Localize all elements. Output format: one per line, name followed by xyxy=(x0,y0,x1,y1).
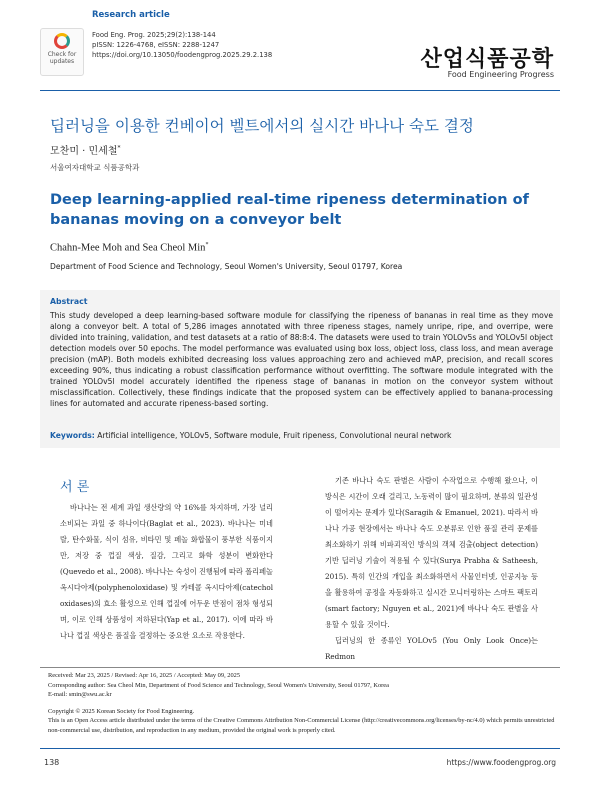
crossmark-icon xyxy=(54,33,70,49)
corresponding-mark: * xyxy=(117,144,121,152)
doi-link[interactable]: https://doi.org/10.13050/foodengprog.2025.29.2.138 xyxy=(92,51,273,59)
body-column-right xyxy=(325,473,538,665)
abstract-heading: Abstract xyxy=(50,297,88,306)
journal-name-en: Food Engineering Progress xyxy=(447,70,554,79)
affiliation-english: Department of Food Science and Technology, Seoul Women's University, Seoul 01797, Korea xyxy=(50,262,403,271)
header-divider xyxy=(40,90,560,91)
website-link[interactable]: https://www.foodengprog.org xyxy=(446,758,556,767)
paragraph: 바나나는 전 세계 과일 생산량의 약 16%를 차지하며, 가장 널리 소비되는 과일 중 하나이다(Baglat et al., 2023). 바나나는 미네랄, 탄수화물, 식이 섬유, 비타민 및 페놀 화합물이 풍부한 식품이지만, 저장 중 껍질 색상, 질감, 그리고 화학 성분이 변화한다(Quevedo et al., 2008). 바나나는 숙성이 진행됨에 따라 폴리페놀 옥시다아제(polyphenoloxidase) 및 카테콜 옥시다아제(catechol oxidases)의 효소 활성으로 인해 껍질에 어두운 반점이 점차 형성되며, 이로 인해 상품성이 저하된다(Yap et al., 2017). 이에 따라 바나나 껍질 색상은 품질을 결정하는 중요한 요소로 작용한다. xyxy=(60,503,273,640)
paragraph: 딥러닝의 한 종류인 YOLOv5 (You Only Look Once)는 Redmon xyxy=(325,636,538,661)
authors-english-names: Chahn-Mee Moh and Sea Cheol Min xyxy=(50,242,206,254)
article-meta xyxy=(92,10,272,60)
footnote-divider xyxy=(40,667,560,668)
received-dates: Received: Mar 23, 2025 / Revised: Apr 16, 2025 / Accepted: May 09, 2025 xyxy=(48,672,241,679)
citation: Food Eng. Prog. 2025;29(2):138-144 xyxy=(92,31,216,39)
section-heading-introduction: 서 론 xyxy=(60,480,90,495)
journal-logo-kr: 산업식품공학 xyxy=(420,47,554,72)
badge-label: Check for updates xyxy=(47,51,77,65)
corresponding-author: Corresponding author: Sea Cheol Min, Department of Food Science and Technology, Seoul Women's University, Seoul 01797, Korea xyxy=(48,681,389,689)
affiliation-korean: 서울여자대학교 식품공학과 xyxy=(50,163,140,172)
article-type: Research article xyxy=(92,10,170,20)
keywords xyxy=(50,431,555,440)
keywords-label: Keywords: xyxy=(50,431,95,440)
corresponding-mark: * xyxy=(205,242,209,248)
issn: pISSN: 1226-4768, eISSN: 2288-1247 xyxy=(92,41,220,49)
email[interactable]: E-mail: smin@swu.ac.kr xyxy=(48,691,112,698)
footer-divider xyxy=(40,748,560,749)
body-column-left xyxy=(60,500,273,644)
page-number: 138 xyxy=(44,758,60,767)
authors-english xyxy=(50,242,208,254)
keywords-list: Artificial intelligence, YOLOv5, Software module, Fruit ripeness, Convolutional neural network xyxy=(97,431,452,440)
copyright: Copyright © 2025 Korean Society for Food Engineering. xyxy=(48,707,195,715)
title-english: Deep learning-applied real-time ripeness determination of bananas moving on a conveyor belt xyxy=(50,192,529,228)
check-for-updates-badge[interactable] xyxy=(40,28,84,76)
authors-korean-names: 모찬미 · 민세철 xyxy=(50,146,118,157)
authors-korean xyxy=(50,142,121,157)
title-korean: 딥러닝을 이용한 컨베이어 벨트에서의 실시간 바나나 숙도 결정 xyxy=(50,117,474,135)
license: This is an Open Access article distributed under the terms of the Creative Commons Attribution Non-Commercial License (http://creativecommons.org/licenses/by-nc/4.0) which permits unrestricted non-commercial use, distribution, and reproduction in any medium, provided the original work is properly cited. xyxy=(48,717,555,734)
paragraph: 기존 바나나 숙도 판별은 사람이 수작업으로 수행해 왔으나, 이 방식은 시간이 오래 걸리고, 노동력이 많이 필요하며, 분류의 일관성이 떨어지는 문제가 있다(Saragih & Emanuel, 2021). 따라서 바나나 가공 현장에서는 바나나 숙도 오분류로 인한 품질 관리 문제를 최소화하기 위해 비파괴적인 방식의 객체 검출(object detection) 기반 딥러닝 기술이 적용될 수 있다(Surya Prabha & Satheesh, 2015). 특히 인간의 개입을 최소화하면서 사물인터넷, 인공지능 등을 활용하여 공정을 자동화하고 실시간 모니터링하는 스마트 팩토리(smart factory; Nguyen et al., 2021)에 바나나 숙도 판별을 사용할 수 있을 것이다. xyxy=(325,476,538,629)
footnote xyxy=(48,671,558,735)
abstract-text: This study developed a deep learning-based software module for classifying the ripeness of bananas in real time as they move along a conveyor belt. A total of 5,286 images annotated with three ripeness stages, namely unripe, ripe, and overripe, were divided into training, validation, and test datasets at a ratio of 88:8:4. The datasets were used to train YOLOv5s and YOLOv5l object detection models over 50 epochs. The model performance was evaluated using box loss, object loss, class loss, and mean average precision (mAP). Both models exhibited decreasing loss values approaching zero and achieved mAP, precision, and recall scores exceeding 90%, thus indicating a robust classification performance without overfitting. The software module integrated with the trained YOLOv5l model accurately identified the ripeness stage of bananas in motion on the conveyor system without misclassification. Collectively, these findings indicate that the proposed system can be effectively applied to banana-processing lines for automated and accurate ripeness-based sorting. xyxy=(50,311,553,408)
